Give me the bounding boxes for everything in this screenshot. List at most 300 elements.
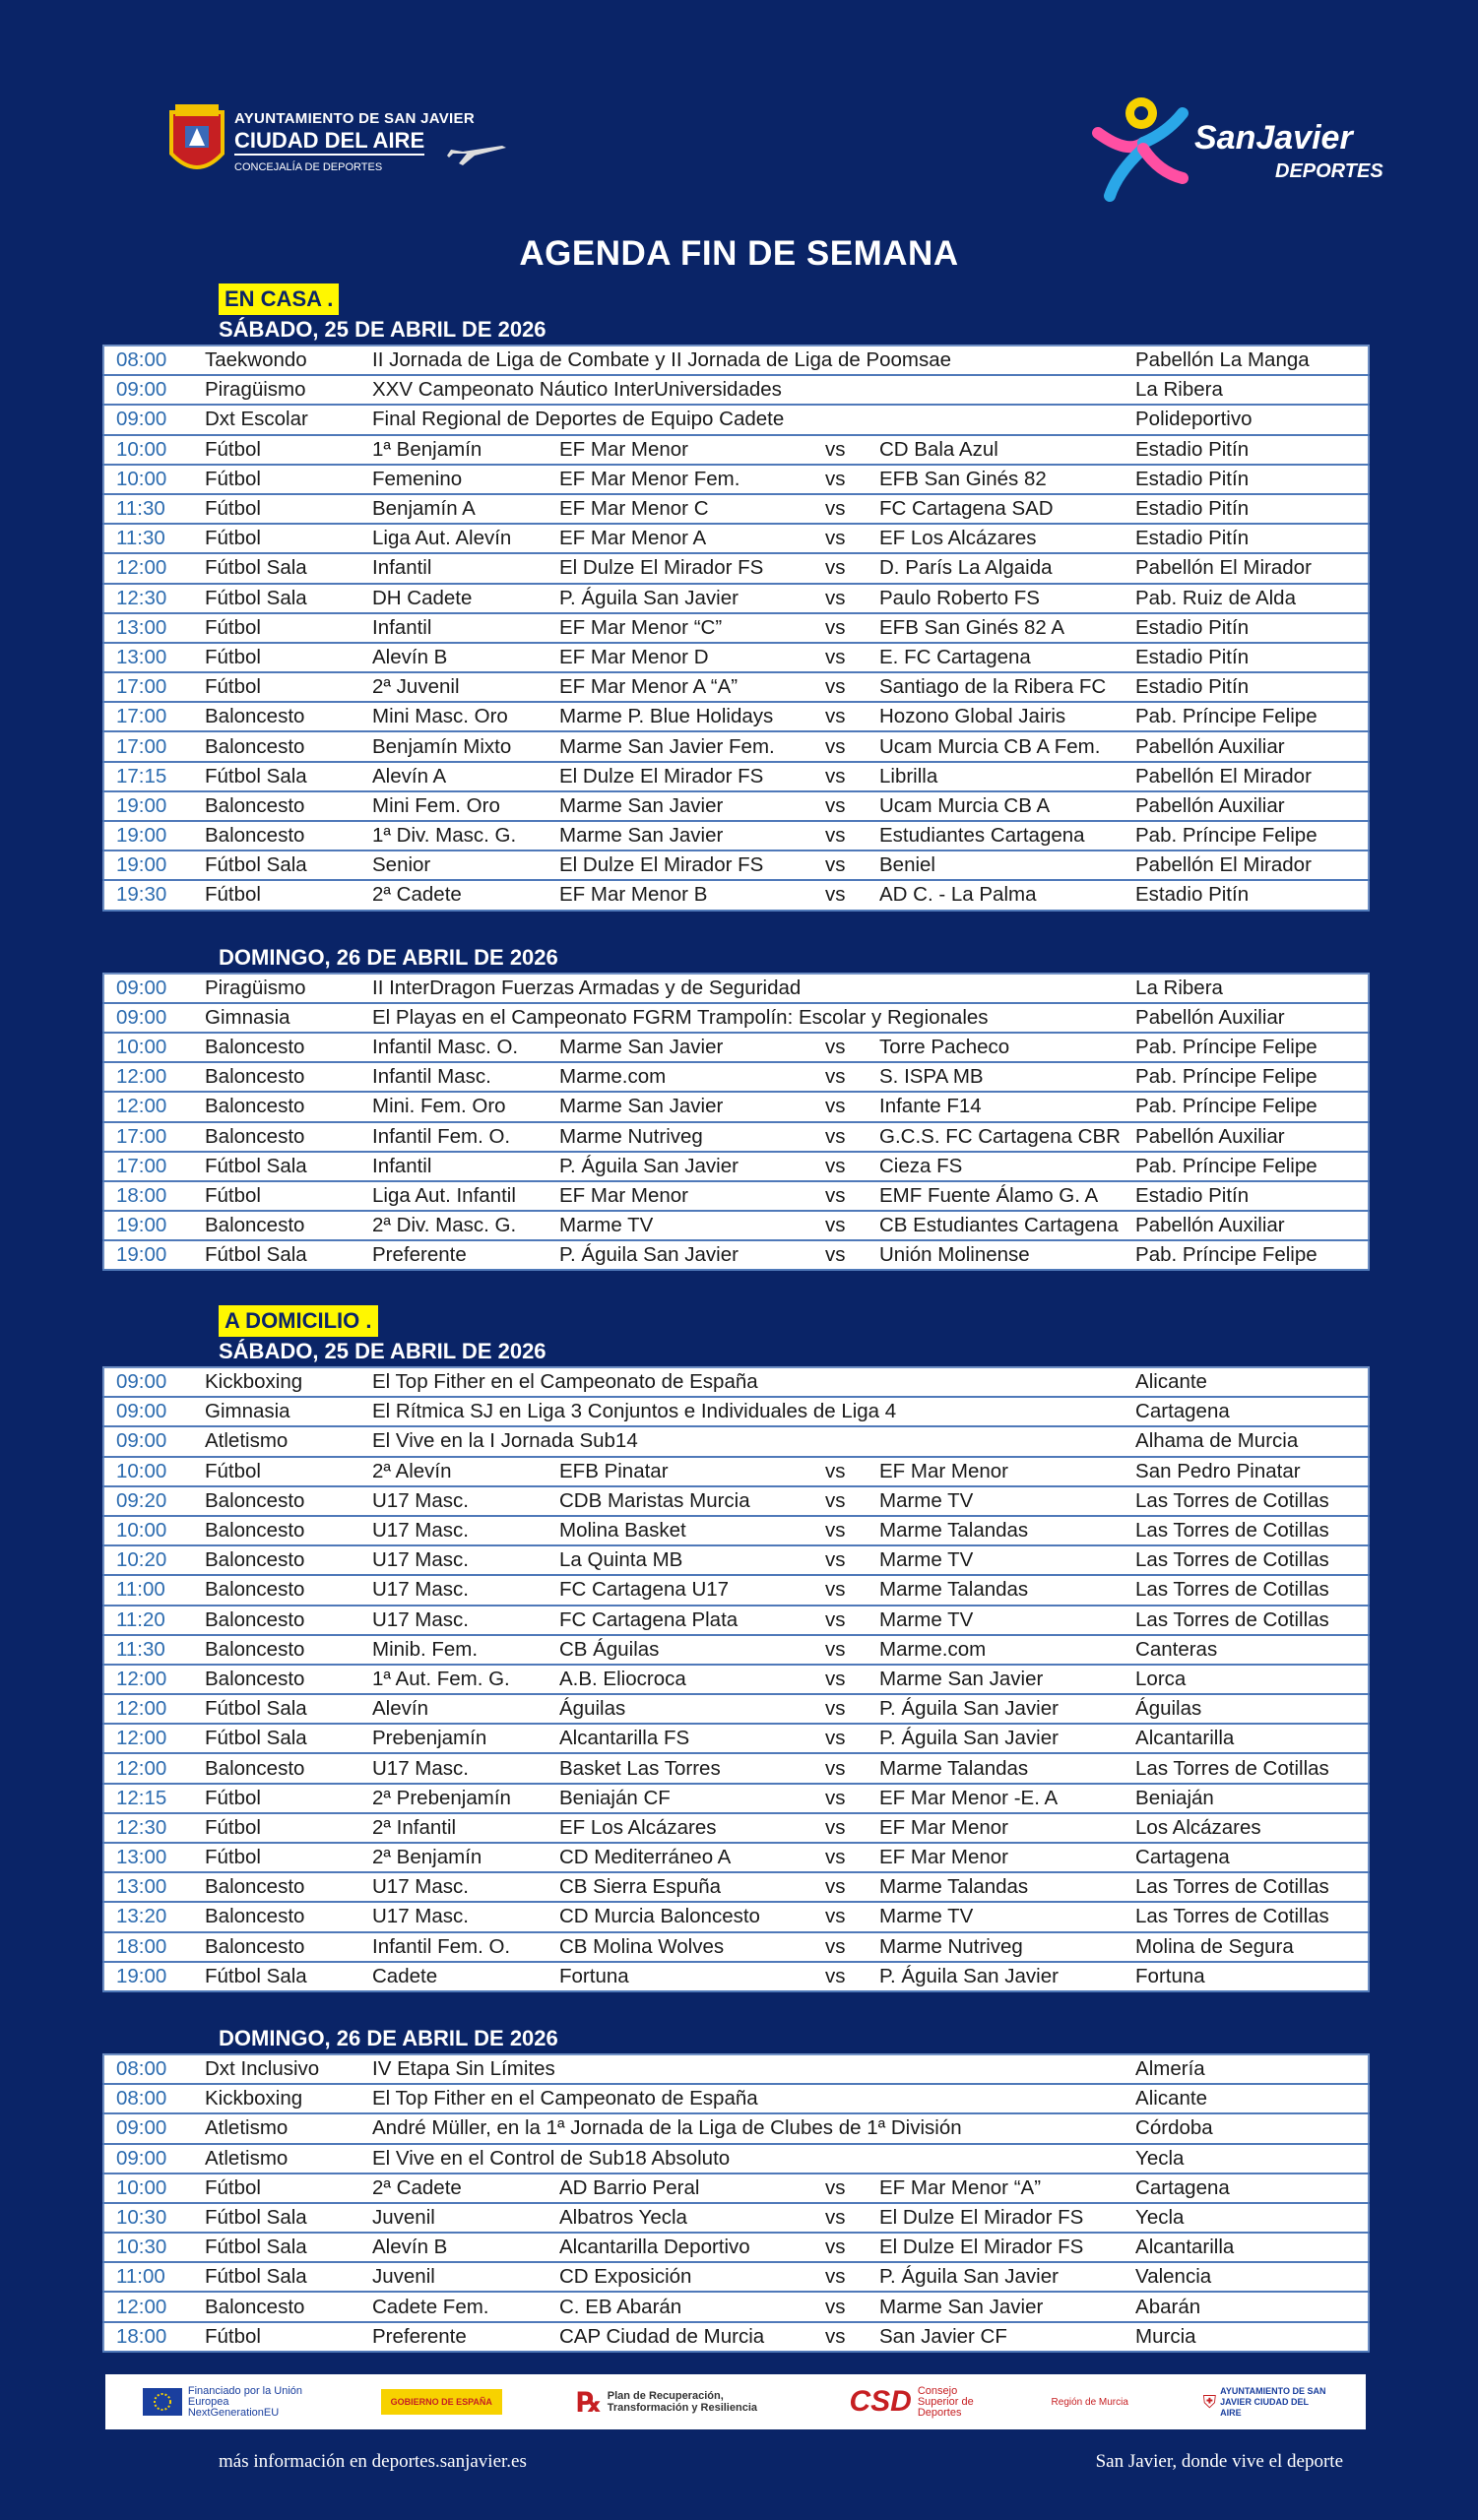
event-venue: Estadio Pitín [1135, 1181, 1369, 1211]
event-time: 10:00 [103, 2174, 205, 2203]
logo-brand-sub: DEPORTES [1275, 160, 1383, 182]
table-row [103, 1724, 1369, 1753]
event-category: Mini Fem. Oro [372, 791, 559, 821]
event-sport: Fútbol [205, 1457, 372, 1486]
event-sport: Baloncesto [205, 791, 372, 821]
event-home-team: CD Exposición [559, 2262, 825, 2292]
event-category: Infantil [372, 1152, 559, 1181]
event-vs: vs [825, 613, 879, 643]
event-sport: Baloncesto [205, 1033, 372, 1062]
table-row [103, 2322, 1369, 2352]
section-tag: EN CASA . [219, 284, 339, 315]
event-sport: Baloncesto [205, 1092, 372, 1121]
ayto-logo: ⛨ AYUNTAMIENTO DE SAN JAVIER CIUDAD DEL AIRE [1202, 2385, 1326, 2418]
event-away-team: P. Águila San Javier [879, 1724, 1135, 1753]
event-home-team: Marme Nutriveg [559, 1122, 825, 1152]
event-sport: Piragüismo [205, 974, 372, 1003]
event-venue: Las Torres de Cotillas [1135, 1902, 1369, 1931]
event-venue: Alcantarilla [1135, 2233, 1369, 2262]
event-vs: vs [825, 672, 879, 702]
event-venue: Pabellón Auxiliar [1135, 1003, 1369, 1033]
event-vs: vs [825, 791, 879, 821]
table-row [103, 1902, 1369, 1931]
event-venue: Pabellón El Mirador [1135, 553, 1369, 583]
event-category: Juvenil [372, 2203, 559, 2233]
event-away-team: Infante F14 [879, 1092, 1135, 1121]
event-category: Liga Aut. Alevín [372, 524, 559, 553]
event-category: Liga Aut. Infantil [372, 1181, 559, 1211]
event-sport: Fútbol Sala [205, 762, 372, 791]
table-row [103, 1152, 1369, 1181]
event-sport: Fútbol [205, 524, 372, 553]
event-category: 2ª Div. Masc. G. [372, 1211, 559, 1240]
event-sport: Baloncesto [205, 1872, 372, 1902]
event-description: El Top Fither en el Campeonato de España [372, 2084, 1135, 2113]
event-vs: vs [825, 1457, 879, 1486]
region-murcia-logo: Región de Murcia [1051, 2396, 1128, 2408]
event-category: Infantil Fem. O. [372, 1932, 559, 1962]
event-sport: Fútbol [205, 672, 372, 702]
event-away-team: EF Mar Menor [879, 1457, 1135, 1486]
event-venue: La Ribera [1135, 974, 1369, 1003]
event-category: Infantil Masc. [372, 1062, 559, 1092]
event-time: 17:00 [103, 702, 205, 731]
event-home-team: Albatros Yecla [559, 2203, 825, 2233]
event-sport: Fútbol Sala [205, 553, 372, 583]
table-row [103, 2054, 1369, 2084]
event-away-team: EFB San Ginés 82 [879, 465, 1135, 494]
event-description: El Rítmica SJ en Liga 3 Conjuntos e Individuales de Liga 4 [372, 1397, 1135, 1426]
table-row [103, 2084, 1369, 2113]
event-sport: Fútbol [205, 494, 372, 524]
event-away-team: EF Mar Menor [879, 1813, 1135, 1843]
event-away-team: EMF Fuente Álamo G. A [879, 1181, 1135, 1211]
event-category: 2ª Cadete [372, 2174, 559, 2203]
table-row [103, 1367, 1369, 1397]
logo-brand: SanJavier [1194, 119, 1353, 157]
event-home-team: FC Cartagena Plata [559, 1606, 825, 1635]
table-row [103, 1397, 1369, 1426]
event-away-team: S. ISPA MB [879, 1062, 1135, 1092]
event-away-team: Marme San Javier [879, 2292, 1135, 2321]
event-venue: La Ribera [1135, 375, 1369, 405]
event-home-team: EFB Pinatar [559, 1457, 825, 1486]
table-row [103, 2203, 1369, 2233]
event-category: DH Cadete [372, 584, 559, 613]
event-vs: vs [825, 494, 879, 524]
event-away-team: AD C. - La Palma [879, 880, 1135, 910]
event-home-team: EF Mar Menor C [559, 494, 825, 524]
event-home-team: CD Mediterráneo A [559, 1843, 825, 1872]
table-row [103, 2113, 1369, 2143]
table-row [103, 1872, 1369, 1902]
event-category: U17 Masc. [372, 1516, 559, 1545]
event-time: 13:00 [103, 1872, 205, 1902]
event-away-team: Marme Talandas [879, 1575, 1135, 1605]
csd-logo: CSD Consejo Superior de Deportes [849, 2384, 974, 2419]
event-home-team: P. Águila San Javier [559, 1152, 825, 1181]
event-home-team: Fortuna [559, 1962, 825, 1991]
event-time: 09:00 [103, 2113, 205, 2143]
event-vs: vs [825, 1962, 879, 1991]
shield-icon: ⛨ [1202, 2391, 1217, 2412]
event-home-team: EF Mar Menor A [559, 524, 825, 553]
event-vs: vs [825, 1753, 879, 1783]
event-description: El Vive en el Control de Sub18 Absoluto [372, 2144, 1135, 2174]
event-time: 09:00 [103, 1426, 205, 1456]
event-time: 19:00 [103, 1240, 205, 1270]
event-venue: Las Torres de Cotillas [1135, 1516, 1369, 1545]
event-category: Preferente [372, 2322, 559, 2352]
event-venue: Pabellón El Mirador [1135, 850, 1369, 880]
event-home-team: Molina Basket [559, 1516, 825, 1545]
eu-logo: Financiado por la Unión Europea NextGenerationEU [143, 2382, 306, 2422]
event-sport: Fútbol [205, 643, 372, 672]
event-venue: Polideportivo [1135, 405, 1369, 434]
event-time: 11:30 [103, 1635, 205, 1665]
event-time: 11:00 [103, 1575, 205, 1605]
event-away-team: EF Mar Menor -E. A [879, 1784, 1135, 1813]
event-venue: Pabellón Auxiliar [1135, 791, 1369, 821]
event-home-team: P. Águila San Javier [559, 584, 825, 613]
event-category: U17 Masc. [372, 1902, 559, 1931]
event-away-team: San Javier CF [879, 2322, 1135, 2352]
event-venue: Estadio Pitín [1135, 435, 1369, 465]
table-row [103, 405, 1369, 434]
event-sport: Baloncesto [205, 731, 372, 761]
event-home-team: A.B. Eliocroca [559, 1665, 825, 1694]
event-time: 11:30 [103, 494, 205, 524]
event-venue: Pabellón Auxiliar [1135, 1122, 1369, 1152]
sponsor-logos-band [105, 2374, 1366, 2429]
event-home-team: Marme.com [559, 1062, 825, 1092]
event-venue: Las Torres de Cotillas [1135, 1575, 1369, 1605]
event-sport: Dxt Inclusivo [205, 2054, 372, 2084]
event-sport: Fútbol Sala [205, 584, 372, 613]
event-venue: Estadio Pitín [1135, 465, 1369, 494]
event-away-team: P. Águila San Javier [879, 1694, 1135, 1724]
event-time: 19:00 [103, 821, 205, 850]
event-home-team: Marme San Javier [559, 791, 825, 821]
event-venue: Yecla [1135, 2203, 1369, 2233]
event-venue: Estadio Pitín [1135, 494, 1369, 524]
table-row [103, 1516, 1369, 1545]
event-description: XXV Campeonato Náutico InterUniversidades [372, 375, 1135, 405]
event-sport: Fútbol [205, 1813, 372, 1843]
table-row [103, 791, 1369, 821]
table-row [103, 1033, 1369, 1062]
schedule-table [102, 1366, 1370, 1992]
table-row [103, 2233, 1369, 2262]
table-row [103, 524, 1369, 553]
event-home-team: EF Mar Menor Fem. [559, 465, 825, 494]
table-row [103, 1606, 1369, 1635]
event-venue: Estadio Pitín [1135, 880, 1369, 910]
event-venue: Pabellón La Manga [1135, 346, 1369, 375]
event-time: 19:00 [103, 1962, 205, 1991]
event-away-team: Ucam Murcia CB A Fem. [879, 731, 1135, 761]
event-home-team: Marme San Javier [559, 821, 825, 850]
event-away-team: EF Mar Menor “A” [879, 2174, 1135, 2203]
event-category: Mini Masc. Oro [372, 702, 559, 731]
table-row [103, 1062, 1369, 1092]
event-vs: vs [825, 1843, 879, 1872]
event-time: 10:00 [103, 435, 205, 465]
event-venue: Pab. Ruiz de Alda [1135, 584, 1369, 613]
csd-icon: CSD [849, 2385, 912, 2418]
table-row [103, 1962, 1369, 1991]
event-time: 12:00 [103, 1092, 205, 1121]
table-row [103, 1575, 1369, 1605]
table-row [103, 850, 1369, 880]
prtr-logo: ℞ Plan de Recuperación, Transformación y Resiliencia [576, 2386, 757, 2418]
event-vs: vs [825, 2262, 879, 2292]
table-row [103, 821, 1369, 850]
event-time: 12:00 [103, 1665, 205, 1694]
event-time: 12:15 [103, 1784, 205, 1813]
event-away-team: Marme TV [879, 1606, 1135, 1635]
event-description: II InterDragon Fuerzas Armadas y de Seguridad [372, 974, 1135, 1003]
event-time: 10:00 [103, 1457, 205, 1486]
schedule-table [102, 973, 1370, 1272]
table-row [103, 880, 1369, 910]
event-home-team: Marme TV [559, 1211, 825, 1240]
event-vs: vs [825, 1486, 879, 1516]
event-category: Juvenil [372, 2262, 559, 2292]
event-away-team: El Dulze El Mirador FS [879, 2233, 1135, 2262]
table-row [103, 1003, 1369, 1033]
event-time: 13:00 [103, 643, 205, 672]
event-away-team: E. FC Cartagena [879, 643, 1135, 672]
event-away-team: Ucam Murcia CB A [879, 791, 1135, 821]
event-home-team: EF Mar Menor [559, 1181, 825, 1211]
event-sport: Atletismo [205, 2113, 372, 2143]
event-sport: Fútbol [205, 880, 372, 910]
table-row [103, 1813, 1369, 1843]
event-time: 09:00 [103, 375, 205, 405]
event-category: Alevín B [372, 2233, 559, 2262]
event-home-team: P. Águila San Javier [559, 1240, 825, 1270]
event-sport: Baloncesto [205, 1635, 372, 1665]
event-sport: Baloncesto [205, 1122, 372, 1152]
event-vs: vs [825, 643, 879, 672]
event-home-team: C. EB Abarán [559, 2292, 825, 2321]
event-sport: Fútbol Sala [205, 1962, 372, 1991]
event-away-team: Marme TV [879, 1902, 1135, 1931]
section-tag: A DOMICILIO . [219, 1305, 378, 1337]
event-away-team: Marme Nutriveg [879, 1932, 1135, 1962]
event-sport: Fútbol [205, 2322, 372, 2352]
logo-line1: AYUNTAMIENTO DE SAN JAVIER [234, 110, 475, 127]
event-category: 2ª Benjamín [372, 1843, 559, 1872]
day-heading: DOMINGO, 26 DE ABRIL DE 2026 [219, 944, 558, 970]
event-venue: Pabellón Auxiliar [1135, 1211, 1369, 1240]
day-heading: SÁBADO, 25 DE ABRIL DE 2026 [219, 317, 546, 342]
event-away-team: Santiago de la Ribera FC [879, 672, 1135, 702]
event-time: 13:00 [103, 613, 205, 643]
event-sport: Baloncesto [205, 1545, 372, 1575]
event-sport: Fútbol Sala [205, 2262, 372, 2292]
event-category: Benjamín Mixto [372, 731, 559, 761]
event-home-team: EF Los Alcázares [559, 1813, 825, 1843]
footer-more-info: más información en deportes.sanjavier.es [219, 2451, 527, 2472]
event-category: 1ª Benjamín [372, 435, 559, 465]
event-category: 2ª Prebenjamín [372, 1784, 559, 1813]
event-time: 17:00 [103, 1122, 205, 1152]
section-a-domicilio [102, 1305, 1368, 2353]
event-home-team: El Dulze El Mirador FS [559, 553, 825, 583]
event-away-team: Unión Molinense [879, 1240, 1135, 1270]
table-row [103, 2292, 1369, 2321]
event-time: 19:00 [103, 791, 205, 821]
event-time: 09:00 [103, 2144, 205, 2174]
event-vs: vs [825, 1694, 879, 1724]
event-time: 12:00 [103, 1724, 205, 1753]
event-venue: Alicante [1135, 1367, 1369, 1397]
event-category: U17 Masc. [372, 1753, 559, 1783]
event-away-team: Marme Talandas [879, 1872, 1135, 1902]
event-venue: Pab. Príncipe Felipe [1135, 1152, 1369, 1181]
event-venue: Pabellón Auxiliar [1135, 731, 1369, 761]
event-time: 17:00 [103, 731, 205, 761]
event-away-team: P. Águila San Javier [879, 1962, 1135, 1991]
event-venue: Las Torres de Cotillas [1135, 1486, 1369, 1516]
event-sport: Baloncesto [205, 2292, 372, 2321]
event-time: 12:00 [103, 2292, 205, 2321]
event-vs: vs [825, 1062, 879, 1092]
table-row [103, 553, 1369, 583]
table-row [103, 494, 1369, 524]
event-vs: vs [825, 1033, 879, 1062]
event-vs: vs [825, 821, 879, 850]
event-time: 12:00 [103, 1694, 205, 1724]
event-away-team: Beniel [879, 850, 1135, 880]
event-venue: Molina de Segura [1135, 1932, 1369, 1962]
event-description: El Playas en el Campeonato FGRM Trampolín: Escolar y Regionales [372, 1003, 1135, 1033]
event-home-team: EF Mar Menor [559, 435, 825, 465]
event-venue: Estadio Pitín [1135, 524, 1369, 553]
event-home-team: Alcantarilla FS [559, 1724, 825, 1753]
event-vs: vs [825, 1606, 879, 1635]
table-row [103, 1932, 1369, 1962]
event-vs: vs [825, 731, 879, 761]
event-home-team: EF Mar Menor A “A” [559, 672, 825, 702]
event-category: Senior [372, 850, 559, 880]
logo-line2: CIUDAD DEL AIRE [234, 128, 424, 156]
event-time: 12:30 [103, 1813, 205, 1843]
event-category: Minib. Fem. [372, 1635, 559, 1665]
table-row [103, 643, 1369, 672]
table-row [103, 672, 1369, 702]
event-time: 13:00 [103, 1843, 205, 1872]
event-description: El Vive en la I Jornada Sub14 [372, 1426, 1135, 1456]
event-sport: Dxt Escolar [205, 405, 372, 434]
event-venue: Las Torres de Cotillas [1135, 1606, 1369, 1635]
event-time: 08:00 [103, 2084, 205, 2113]
event-category: Cadete [372, 1962, 559, 1991]
event-sport: Fútbol [205, 1181, 372, 1211]
event-vs: vs [825, 1211, 879, 1240]
event-venue: Las Torres de Cotillas [1135, 1753, 1369, 1783]
event-vs: vs [825, 762, 879, 791]
event-time: 19:00 [103, 850, 205, 880]
event-vs: vs [825, 2233, 879, 2262]
event-time: 10:30 [103, 2203, 205, 2233]
event-vs: vs [825, 1152, 879, 1181]
event-home-team: La Quinta MB [559, 1545, 825, 1575]
table-row [103, 1635, 1369, 1665]
event-sport: Baloncesto [205, 1062, 372, 1092]
eu-flag-icon [143, 2388, 182, 2416]
event-time: 18:00 [103, 1932, 205, 1962]
event-category: Alevín [372, 1694, 559, 1724]
event-category: 2ª Cadete [372, 880, 559, 910]
event-sport: Fútbol Sala [205, 1694, 372, 1724]
event-vs: vs [825, 524, 879, 553]
event-sport: Baloncesto [205, 1211, 372, 1240]
event-category: Infantil [372, 553, 559, 583]
event-vs: vs [825, 553, 879, 583]
event-time: 09:00 [103, 974, 205, 1003]
event-home-team: Beniaján CF [559, 1784, 825, 1813]
table-row [103, 1843, 1369, 1872]
event-vs: vs [825, 1092, 879, 1121]
event-vs: vs [825, 850, 879, 880]
event-category: U17 Masc. [372, 1486, 559, 1516]
event-time: 17:00 [103, 1152, 205, 1181]
event-sport: Baloncesto [205, 1606, 372, 1635]
event-sport: Gimnasia [205, 1003, 372, 1033]
event-venue: Pab. Príncipe Felipe [1135, 1092, 1369, 1121]
table-row [103, 2174, 1369, 2203]
event-away-team: Marme Talandas [879, 1753, 1135, 1783]
event-sport: Baloncesto [205, 821, 372, 850]
event-venue: Córdoba [1135, 2113, 1369, 2143]
event-category: 1ª Div. Masc. G. [372, 821, 559, 850]
event-sport: Fútbol [205, 613, 372, 643]
event-home-team: CB Sierra Espuña [559, 1872, 825, 1902]
table-row [103, 346, 1369, 375]
event-time: 09:00 [103, 405, 205, 434]
event-venue: Las Torres de Cotillas [1135, 1872, 1369, 1902]
event-time: 13:20 [103, 1902, 205, 1931]
event-away-team: P. Águila San Javier [879, 2262, 1135, 2292]
gobierno-logo: GOBIERNO DE ESPAÑA [381, 2382, 502, 2422]
event-vs: vs [825, 702, 879, 731]
table-row [103, 613, 1369, 643]
event-sport: Fútbol Sala [205, 2233, 372, 2262]
event-time: 18:00 [103, 1181, 205, 1211]
event-sport: Baloncesto [205, 1665, 372, 1694]
table-row [103, 584, 1369, 613]
event-vs: vs [825, 1181, 879, 1211]
event-home-team: Marme P. Blue Holidays [559, 702, 825, 731]
event-home-team: Águilas [559, 1694, 825, 1724]
event-away-team: Marme Talandas [879, 1516, 1135, 1545]
footer-slogan: San Javier, donde vive el deporte [1095, 2451, 1343, 2472]
table-row [103, 1122, 1369, 1152]
event-time: 11:30 [103, 524, 205, 553]
event-away-team: CB Estudiantes Cartagena [879, 1211, 1135, 1240]
day-heading: DOMINGO, 26 DE ABRIL DE 2026 [219, 2025, 558, 2050]
event-category: Preferente [372, 1240, 559, 1270]
event-sport: Taekwondo [205, 346, 372, 375]
event-vs: vs [825, 880, 879, 910]
event-sport: Baloncesto [205, 1575, 372, 1605]
event-time: 12:00 [103, 1062, 205, 1092]
event-vs: vs [825, 1575, 879, 1605]
event-away-team: EF Mar Menor [879, 1843, 1135, 1872]
